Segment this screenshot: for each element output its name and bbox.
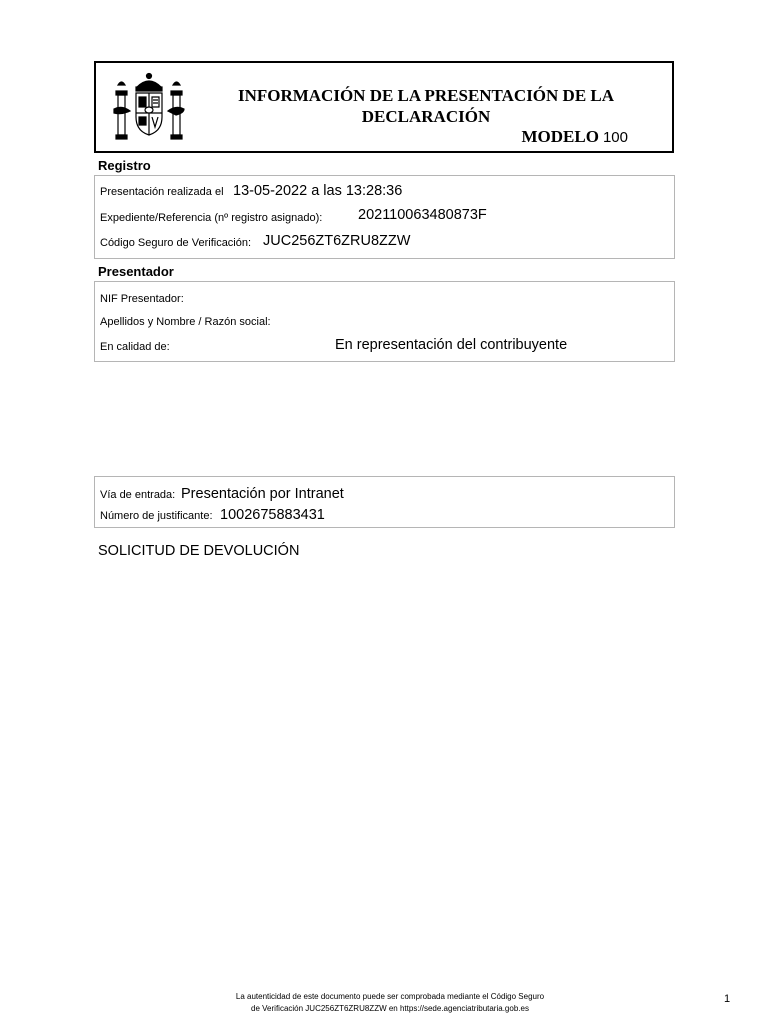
via-value: Presentación por Intranet — [181, 486, 344, 502]
presentador-section-title: Presentador — [98, 264, 174, 279]
nombre-label: Apellidos y Nombre / Razón social: — [100, 316, 271, 328]
via-label: Vía de entrada: — [100, 489, 176, 501]
title-line-1: INFORMACIÓN DE LA PRESENTACIÓN DE LA — [237, 86, 615, 105]
presentacion-value: 13-05-2022 a las 13:28:36 — [233, 183, 403, 199]
page-number: 1 — [724, 993, 731, 1005]
modelo-text: MODELO — [521, 127, 599, 146]
footer-line-2: de Verificación JUC256ZT6ZRU8ZZW en https://sede.agenciatributaria.gob.es — [251, 1004, 529, 1013]
csv-value: JUC256ZT6ZRU8ZZW — [263, 233, 411, 249]
solicitud-heading: SOLICITUD DE DEVOLUCIÓN — [98, 543, 300, 559]
expediente-value: 202110063480873F — [358, 207, 487, 223]
justificante-label: Número de justificante: — [100, 510, 213, 522]
presentacion-label: Presentación realizada el — [100, 186, 224, 198]
registro-box — [94, 175, 675, 259]
modelo-number: 100 — [602, 129, 628, 146]
expediente-label: Expediente/Referencia (nº registro asignado): — [100, 212, 323, 224]
justificante-value: 1002675883431 — [220, 507, 325, 523]
document-header — [94, 61, 674, 153]
calidad-value: En representación del contribuyente — [335, 337, 568, 353]
document-title — [206, 85, 646, 127]
csv-label: Código Seguro de Verificación: — [100, 237, 252, 249]
nif-label: NIF Presentador: — [100, 293, 184, 305]
coat-of-arms-icon — [110, 69, 188, 147]
presentador-box — [94, 281, 675, 362]
title-line-2: DECLARACIÓN — [361, 107, 491, 126]
registro-section-title: Registro — [98, 158, 151, 173]
modelo-label — [522, 127, 628, 147]
calidad-label: En calidad de: — [100, 341, 170, 353]
footer-note — [180, 991, 600, 1015]
footer-line-1: La autenticidad de este documento puede ser comprobada mediante el Código Seguro — [235, 992, 545, 1001]
entrada-box — [94, 476, 675, 528]
